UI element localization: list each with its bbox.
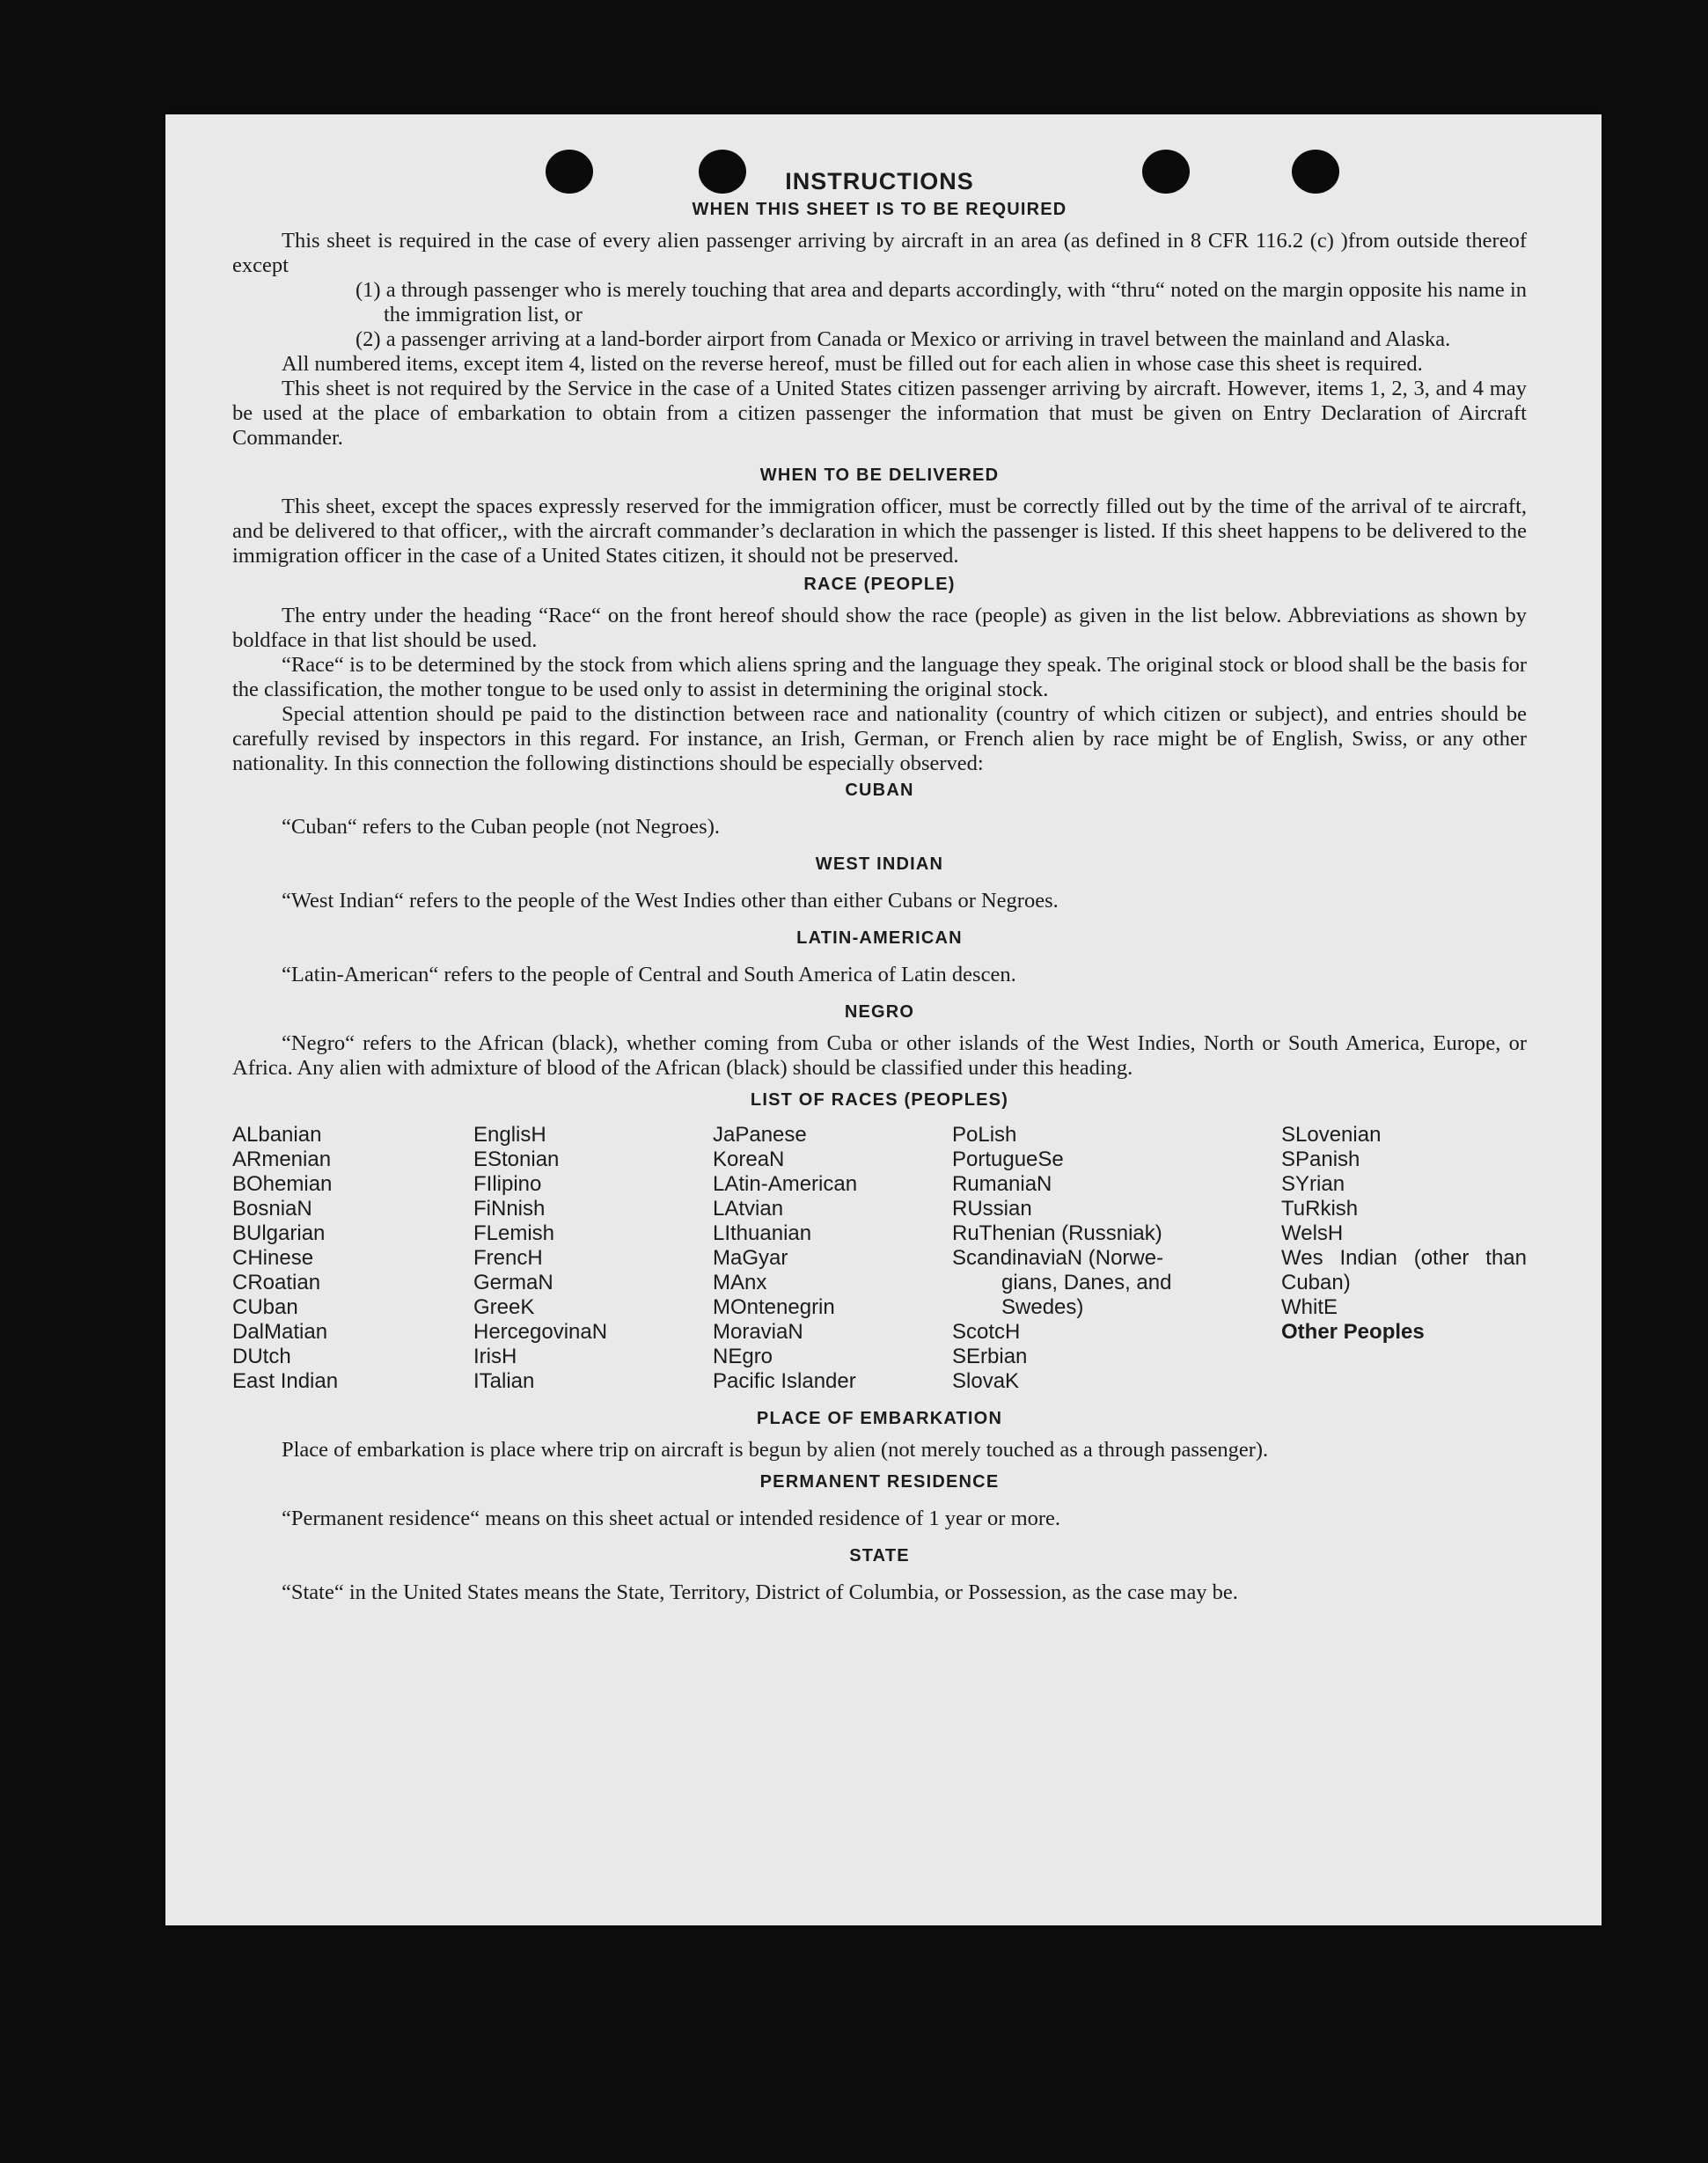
race-entry: WelsH <box>1281 1221 1344 1245</box>
race-column-3 <box>713 1123 952 1394</box>
race-entry: MOntenegrin <box>713 1295 835 1319</box>
race-entry: CRoatian <box>232 1271 321 1294</box>
race-entry: RuThenian (Russniak) <box>952 1221 1162 1245</box>
definition-permanent-residence: “Permanent residence“ means on this sheet actual or intended residence of 1 year or more. <box>282 1507 1061 1530</box>
heading-when-required: WHEN THIS SHEET IS TO BE REQUIRED <box>692 200 1067 219</box>
heading-list-of-races: LIST OF RACES (PEOPLES) <box>750 1090 1009 1110</box>
race-entry: LAtvian <box>713 1197 784 1221</box>
definition-cuban: “Cuban“ refers to the Cuban people (not Negroes). <box>282 815 720 839</box>
heading-negro: NEGRO <box>844 1002 915 1022</box>
race-entry: SErbian <box>952 1345 1028 1368</box>
paragraph: This sheet is not required by the Service in the case of a United States citizen passenger arriving by aircraft. However, items 1, 2, 3, and 4 may be used at the place of embarkation to obtain from a citizen passenger the information that must be given on Entry Declaration of Aircraft Commander. <box>232 377 1527 450</box>
race-entry: FiNnish <box>473 1197 546 1221</box>
paragraph: This sheet is required in the case of every alien passenger arriving by aircraft in an area (as defined in 8 CFR 116.2 (c) )from outside thereof except <box>232 229 1527 277</box>
race-entry: GermaN <box>473 1271 553 1294</box>
race-entry: FLemish <box>473 1221 555 1245</box>
race-entry: LIthuanian <box>713 1221 812 1245</box>
race-entry: SPanish <box>1281 1147 1360 1171</box>
paragraph: Special attention should pe paid to the distinction between race and nationality (country of which citizen or subject), and entries should be carefully revised by inspectors in this regard. For instance, an Irish, German, or French alien by race might be of English, Swiss, or any other nationality. In this connection the following distinctions should be especially observed: <box>232 702 1527 775</box>
race-entry-other-peoples: Other Peoples <box>1281 1320 1425 1344</box>
race-entry: ARmenian <box>232 1147 332 1171</box>
heading-latin-american: LATIN-AMERICAN <box>796 928 963 948</box>
race-entry: WhitE <box>1281 1295 1338 1319</box>
race-column-5 <box>1281 1123 1527 1394</box>
definition-negro: “Negro“ refers to the African (black), whether coming from Cuba or other islands of the West Indies, North or South America, Europe, or Africa. Any alien with admixture of blood of the African (black) should be classified under this heading. <box>232 1031 1527 1080</box>
race-entry: BosniaN <box>232 1197 312 1221</box>
race-entry: HercegovinaN <box>473 1320 608 1344</box>
race-column-1 <box>232 1123 473 1394</box>
definition-latin-american: “Latin-American“ refers to the people of Central and South America of Latin descen. <box>282 963 1016 986</box>
race-entry: FIlipino <box>473 1172 542 1196</box>
race-entry: MaGyar <box>713 1246 788 1270</box>
race-entry: PortugueSe <box>952 1147 1064 1171</box>
race-entry: DUtch <box>232 1345 291 1368</box>
paragraph: The entry under the heading “Race“ on the front hereof should show the race (people) as given in the list below. Abbreviations as shown by boldface in that list should be used. <box>232 604 1527 652</box>
race-entry: IrisH <box>473 1345 517 1368</box>
definition-state: “State“ in the United States means the State, Territory, District of Columbia, or Possession, as the case may be. <box>282 1580 1238 1604</box>
race-entry: CUban <box>232 1295 298 1319</box>
heading-west-indian: WEST INDIAN <box>815 854 944 874</box>
race-entry: TuRkish <box>1281 1197 1359 1221</box>
race-entry: KoreaN <box>713 1147 785 1171</box>
race-entry: NEgro <box>713 1345 773 1368</box>
race-list <box>232 1123 1527 1394</box>
heading-permanent-residence: PERMANENT RESIDENCE <box>759 1472 1000 1492</box>
race-entry: East Indian <box>232 1369 339 1393</box>
exception-item: (1) a through passenger who is merely touching that area and departs accordingly, with “thru“ noted on the margin opposite his name in the immigration list, or <box>356 278 1527 326</box>
heading-state: STATE <box>849 1546 910 1565</box>
race-entry: FrencH <box>473 1246 543 1270</box>
page-title: INSTRUCTIONS <box>785 168 974 194</box>
definition-west-indian: “West Indian“ refers to the people of the West Indies other than either Cubans or Negroes. <box>282 889 1059 913</box>
race-entry-continuation: gians, Danes, and <box>1001 1271 1172 1294</box>
paragraph: “Race“ is to be determined by the stock from which aliens spring and the language they speak. The original stock or blood shall be the basis for the classification, the mother tongue to be used only to assist in determining the original stock. <box>232 653 1527 701</box>
document-page <box>165 114 1602 1925</box>
heading-when-delivered: WHEN TO BE DELIVERED <box>759 466 1000 485</box>
race-entry: SlovaK <box>952 1369 1020 1393</box>
race-entry: ScotcH <box>952 1320 1021 1344</box>
instructions-content <box>232 169 1527 1605</box>
heading-race: RACE (PEOPLE) <box>803 575 956 594</box>
race-entry: Wes Indian (other than Cuban) <box>1281 1246 1527 1294</box>
definition-embarkation: Place of embarkation is place where trip on aircraft is begun by alien (not merely touched as a through passenger). <box>282 1438 1269 1462</box>
race-entry: PoLish <box>952 1123 1017 1147</box>
race-entry: SLovenian <box>1281 1123 1382 1147</box>
race-entry: SYrian <box>1281 1172 1345 1196</box>
race-entry: DalMatian <box>232 1320 328 1344</box>
race-column-2 <box>473 1123 713 1394</box>
race-entry: ALbanian <box>232 1123 322 1147</box>
race-entry: ITalian <box>473 1369 535 1393</box>
race-entry: GreeK <box>473 1295 535 1319</box>
race-entry: BUlgarian <box>232 1221 326 1245</box>
race-entry: MoraviaN <box>713 1320 803 1344</box>
race-entry: MAnx <box>713 1271 767 1294</box>
race-entry: EStonian <box>473 1147 560 1171</box>
paragraph: This sheet, except the spaces expressly reserved for the immigration officer, must be correctly filled out by the time of the arrival of te aircraft, and be delivered to that officer,, with the aircraft commander’s declaration in which the passenger is listed. If this sheet happens to be delivered to the immigration officer in the case of a United States citizen, it should not be preserved. <box>232 495 1527 568</box>
race-entry: CHinese <box>232 1246 314 1270</box>
race-entry-continuation: Swedes) <box>1001 1295 1084 1319</box>
race-entry: Pacific Islander <box>713 1369 856 1393</box>
race-entry: EnglisH <box>473 1123 546 1147</box>
race-entry: ScandinaviaN (Norwe- <box>952 1246 1164 1270</box>
race-entry: JaPanese <box>713 1123 807 1147</box>
heading-embarkation: PLACE OF EMBARKATION <box>756 1409 1003 1428</box>
race-entry: LAtin-American <box>713 1172 858 1196</box>
exception-item: (2) a passenger arriving at a land-border airport from Canada or Mexico or arriving in travel between the mainland and Alaska. <box>356 327 1451 351</box>
race-entry: RumaniaN <box>952 1172 1052 1196</box>
race-entry: RUssian <box>952 1197 1032 1221</box>
heading-cuban: CUBAN <box>845 781 914 800</box>
race-column-4 <box>952 1123 1281 1394</box>
paragraph: All numbered items, except item 4, listed on the reverse hereof, must be filled out for each alien in whose case this sheet is required. <box>282 352 1423 376</box>
race-entry: BOhemian <box>232 1172 333 1196</box>
